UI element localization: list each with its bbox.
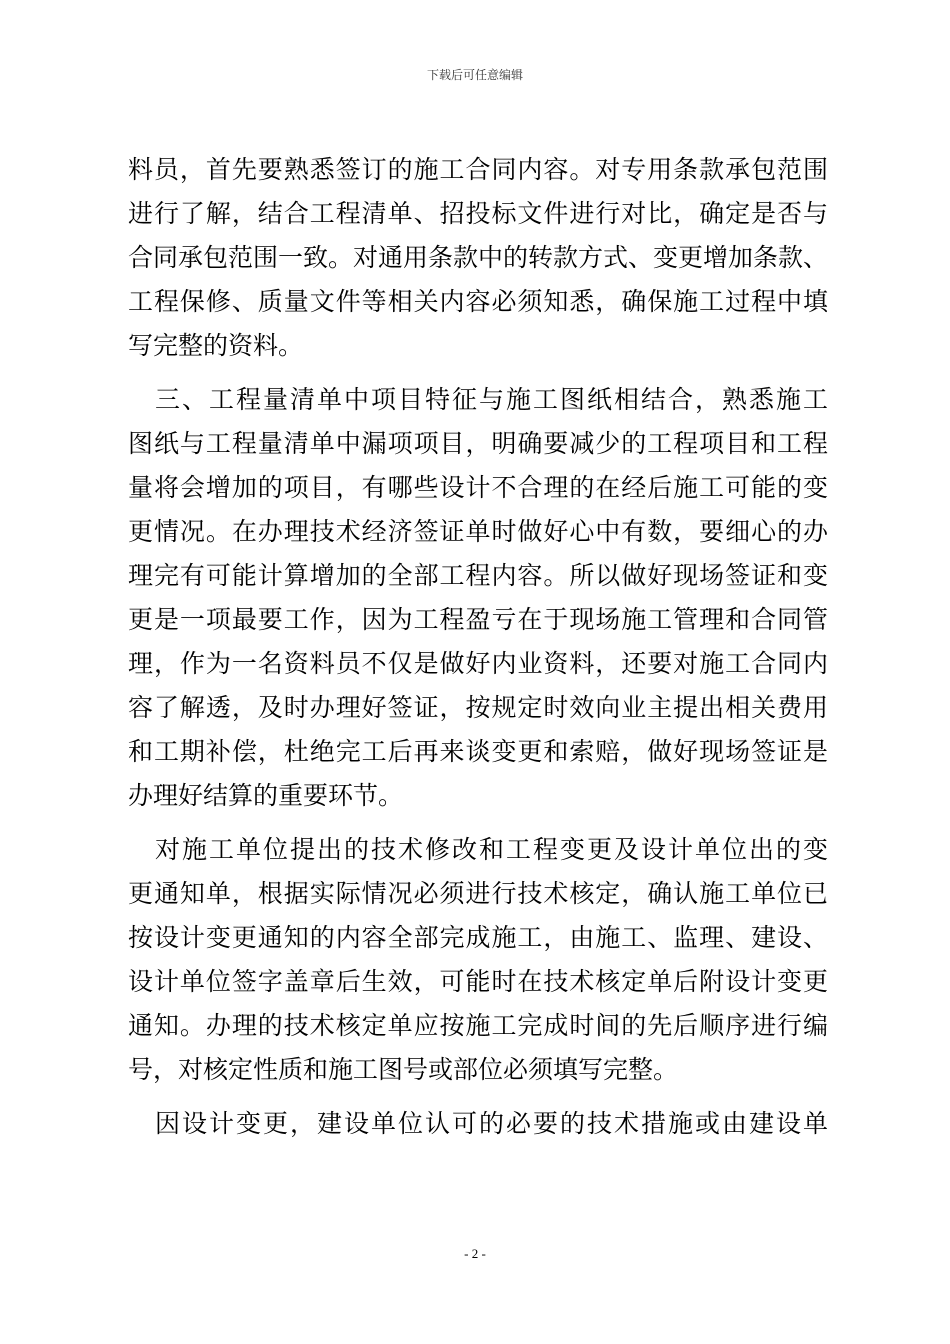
text-line: 因设计变更，建设单位认可的必要的技术措施或由建设单	[128, 1109, 828, 1138]
text-line: 设计单位签字盖章后生效，可能时在技术核定单后附设计变更	[128, 967, 828, 996]
text-line: 对施工单位提出的技术修改和工程变更及设计单位出的变	[128, 835, 828, 864]
text-line: 图纸与工程量清单中漏项项目，明确要减少的工程项目和工程	[128, 429, 828, 458]
paragraph-4	[128, 1102, 828, 1146]
text-line: 更通知单，根据实际情况必须进行技术核定，确认施工单位已	[128, 879, 828, 908]
text-line: 按设计变更通知的内容全部完成施工，由施工、监理、建设、	[128, 923, 828, 952]
page-header-note: 下载后可任意编辑	[426, 68, 523, 82]
text-line: 更情况。在办理技术经济签证单时做好心中有数，要细心的办	[128, 517, 828, 546]
text-line: 号，对核定性质和施工图号或部位必须填写完整。	[128, 1055, 679, 1084]
paragraph-2	[128, 378, 828, 818]
text-line: 合同承包范围一致。对通用条款中的转款方式、变更增加条款、	[128, 243, 829, 272]
text-line: 办理好结算的重要环节。	[128, 781, 404, 810]
text-line: 理完有可能计算增加的全部工程内容。所以做好现场签证和变	[128, 561, 828, 590]
text-line: 容了解透，及时办理好签证，按规定时效向业主提出相关费用	[128, 693, 828, 722]
text-line: 量将会增加的项目，有哪些设计不合理的在经后施工可能的变	[128, 473, 828, 502]
text-line: 三、工程量清单中项目特征与施工图纸相结合，熟悉施工	[128, 385, 828, 414]
text-line: 进行了解，结合工程清单、招投标文件进行对比，确定是否与	[128, 199, 828, 228]
text-line: 料员，首先要熟悉签订的施工合同内容。对专用条款承包范围	[128, 155, 828, 184]
text-line: 和工期补偿，杜绝完工后再来谈变更和索赔，做好现场签证是	[128, 737, 828, 766]
text-line: 通知。办理的技术核定单应按施工完成时间的先后顺序进行编	[128, 1011, 828, 1040]
text-line: 工程保修、质量文件等相关内容必须知悉，确保施工过程中填	[128, 287, 828, 316]
paragraph-3	[128, 828, 828, 1092]
text-line: 写完整的资料。	[128, 331, 304, 360]
page-number: - 2 -	[464, 1246, 486, 1261]
document-body	[128, 148, 828, 1146]
text-line: 更是一项最要工作，因为工程盈亏在于现场施工管理和合同管	[128, 605, 828, 634]
paragraph-1	[128, 148, 828, 368]
text-line: 理，作为一名资料员不仅是做好内业资料，还要对施工合同内	[128, 649, 828, 678]
